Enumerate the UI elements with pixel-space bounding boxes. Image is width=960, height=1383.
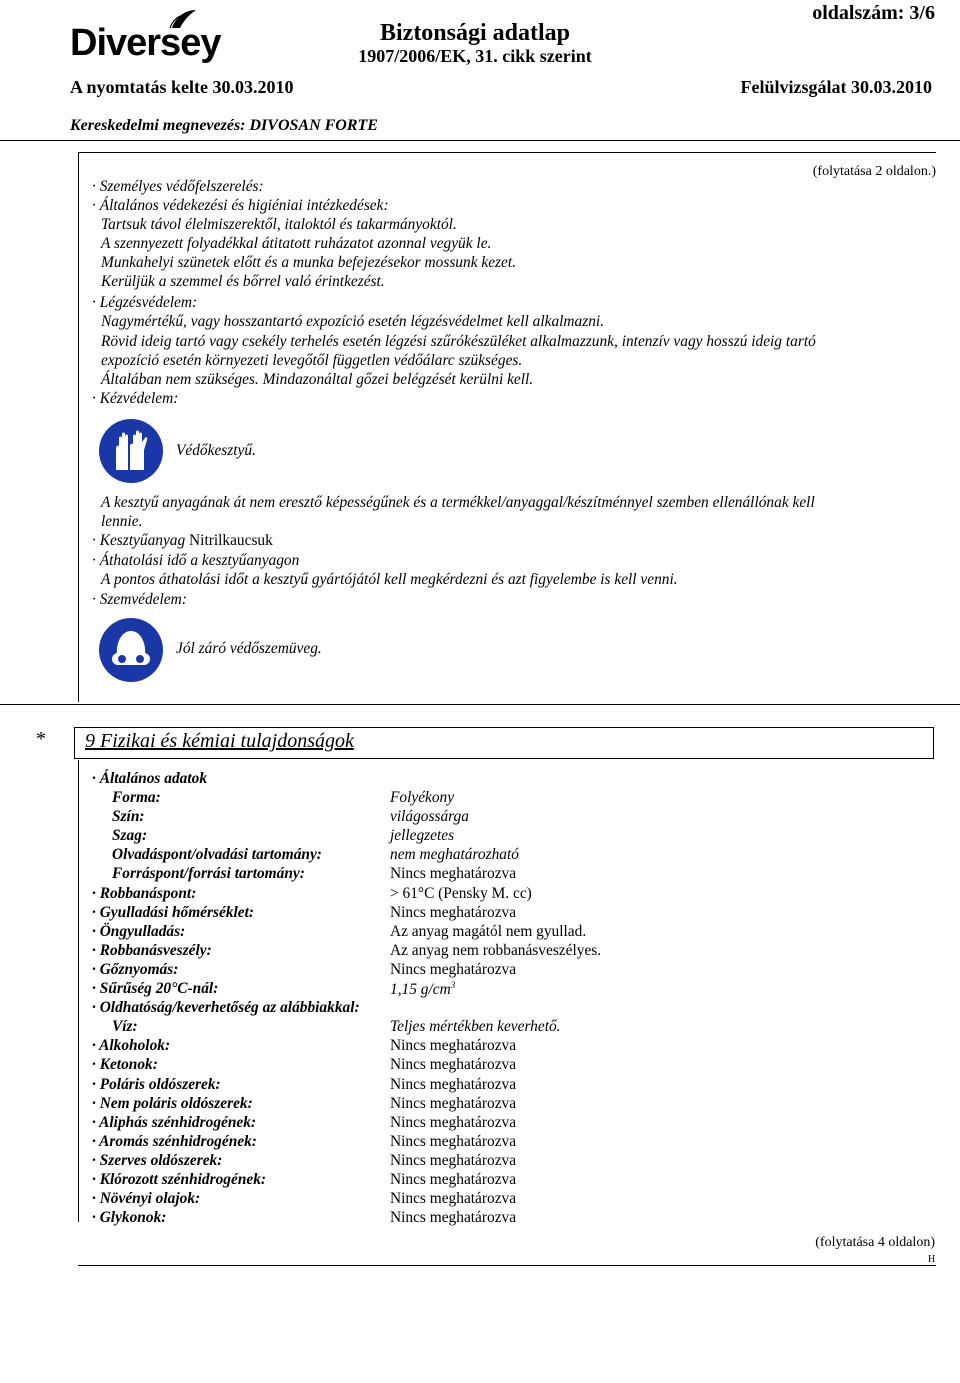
penetration-heading: · Áthatolási idő a kesztyűanyagon <box>92 552 300 569</box>
property-value <box>390 923 586 941</box>
property-label: · Öngyulladás: <box>92 923 186 940</box>
property-value-text: Nincs meghatározva <box>390 1171 517 1188</box>
property-value <box>390 1037 516 1055</box>
property-value <box>390 865 516 883</box>
property-value <box>390 1095 516 1113</box>
glove-requirement-text: A kesztyű anyagának át nem eresztő képességűnek és a termékkel/anyaggal/készítménnyel szemben ellenállónak kell <box>101 494 815 511</box>
property-value-text: > 61°C (Pensky M. cc) <box>390 885 532 902</box>
goggles-icon <box>98 617 164 683</box>
respiratory-text: expozíció esetén környezeti levegőtől független védőálarc szükséges. <box>101 352 523 369</box>
glove-material-label: · Kesztyűanyag <box>92 532 186 549</box>
property-value-text: Nincs meghatározva <box>390 961 517 978</box>
property-value <box>390 1190 516 1208</box>
property-label: · Aromás szénhidrogének: <box>92 1133 257 1150</box>
property-value-text: Teljes mértékben keverhető. <box>390 1018 561 1035</box>
property-value-text: Nincs meghatározva <box>390 1037 517 1054</box>
section-frame-left <box>78 760 79 1222</box>
property-label: · Alkoholok: <box>92 1037 171 1054</box>
property-label: · Növényi olajok: <box>92 1190 201 1207</box>
glove-material-row <box>92 532 273 550</box>
respiratory-heading: · Légzésvédelem: <box>92 294 198 311</box>
property-label: · Glykonok: <box>92 1209 167 1226</box>
leaf-icon <box>168 8 198 30</box>
property-label: · Aliphás szénhidrogének: <box>92 1114 257 1131</box>
property-value <box>390 827 454 845</box>
property-value-text: Nincs meghatározva <box>390 904 517 921</box>
goggles-label: Jól záró védőszemüveg. <box>176 640 322 657</box>
section-9-header <box>74 727 934 759</box>
section-9-title: 9 Fizikai és kémiai tulajdonságok <box>85 730 354 752</box>
property-value <box>390 961 516 979</box>
property-value-text: 1,15 g/cm <box>390 981 451 999</box>
diversey-logo <box>70 8 220 70</box>
property-label: Szag: <box>112 827 148 844</box>
property-label: · Klórozott szénhidrogének: <box>92 1171 267 1188</box>
property-value-text: Nincs meghatározva <box>390 1152 517 1169</box>
property-value <box>390 1056 516 1074</box>
gloves-label: Védőkesztyű. <box>176 442 256 459</box>
property-label: Forma: <box>112 789 161 806</box>
property-value <box>390 1209 516 1227</box>
property-label: · Poláris oldószerek: <box>92 1076 221 1093</box>
property-value-text: Az anyag magától nem gyullad. <box>390 923 587 940</box>
eye-protection-heading: · Szemvédelem: <box>92 591 187 608</box>
section-frame-top <box>78 152 936 153</box>
property-value <box>390 808 469 826</box>
unit-superscript: 3 <box>450 980 456 990</box>
logo-text: Diversey <box>70 22 221 64</box>
property-value-text: Nincs meghatározva <box>390 1133 517 1150</box>
property-value-text: Az anyag nem robbanásveszélyes. <box>390 942 602 959</box>
property-value-text: jellegzetes <box>390 827 455 844</box>
property-label: Víz: <box>112 1018 138 1035</box>
property-label: · Gőznyomás: <box>92 961 179 978</box>
property-value <box>390 846 519 864</box>
penetration-text: A pontos áthatolási időt a kesztyű gyártójától kell megkérdezni és azt figyelembe is kell venni. <box>101 571 678 588</box>
hand-protection-heading: · Kézvédelem: <box>92 390 179 407</box>
glove-material-value: Nitrilkaucsuk <box>189 532 273 549</box>
section-frame-left <box>78 152 79 702</box>
trade-name: Kereskedelmi megnevezés: DIVOSAN FORTE <box>70 117 378 134</box>
property-value-text: Nincs meghatározva <box>390 1114 517 1131</box>
property-value-text: Folyékony <box>390 789 455 806</box>
glove-requirement-text: lennie. <box>101 513 143 530</box>
general-measure-line: Tartsuk távol élelmiszerektől, italoktól és takarmányoktól. <box>101 216 457 233</box>
property-value-text: Nincs meghatározva <box>390 1056 517 1073</box>
header-divider <box>0 140 960 141</box>
property-label: · Ketonok: <box>92 1056 158 1073</box>
respiratory-text: Általában nem szükséges. Mindazonáltal gőzei belégzését kerülni kell. <box>101 371 534 388</box>
property-value <box>390 885 532 903</box>
property-value-text: világossárga <box>390 808 469 825</box>
property-label: · Sűrűség 20°C-nál: <box>92 980 219 997</box>
property-label: · Gyulladási hőmérséklet: <box>92 904 255 921</box>
continued-from-note: (folytatása 2 oldalon.) <box>812 164 936 179</box>
respiratory-text: Nagymértékű, vagy hosszantartó expozíció esetén légzésvédelmet kell alkalmazni. <box>101 313 605 330</box>
property-value-text: Nincs meghatározva <box>390 1209 517 1226</box>
general-measure-line: A szennyezett folyadékkal átitatott ruházatot azonnal vegyük le. <box>101 235 492 252</box>
property-label: Szín: <box>112 808 145 825</box>
document-title: Biztonsági adatlap <box>379 20 571 46</box>
property-label: · Szerves oldószerek: <box>92 1152 223 1169</box>
ppe-heading: · Személyes védőfelszerelés: <box>92 178 264 195</box>
general-data-heading: · Általános adatok <box>92 770 208 787</box>
property-value-text: Nincs meghatározva <box>390 1190 517 1207</box>
property-value <box>390 1171 516 1189</box>
continued-to-note: (folytatása 4 oldalon) <box>815 1235 935 1250</box>
property-value-text: nem meghatározható <box>390 846 519 863</box>
general-measure-line: Kerüljük a szemmel és bőrrel való érintkezést. <box>101 273 385 290</box>
change-marker: * <box>36 728 46 750</box>
general-measures-heading: · Általános védekezési és higiéniai intézkedések: <box>92 197 389 214</box>
general-measure-line: Munkahelyi szünetek előtt és a munka befejezésekor mossunk kezet. <box>101 254 516 271</box>
footer-divider <box>78 1265 936 1266</box>
property-label: Forráspont/forrási tartomány: <box>112 865 305 882</box>
property-value-text: Nincs meghatározva <box>390 1095 517 1112</box>
property-label: · Nem poláris oldószerek: <box>92 1095 253 1112</box>
property-value <box>390 1114 516 1132</box>
property-value <box>390 942 601 960</box>
gloves-icon <box>98 418 164 484</box>
property-label: · Oldhatóság/keverhetőség az alábbiakkal: <box>92 999 360 1016</box>
property-value <box>390 904 516 922</box>
property-value <box>390 1018 561 1036</box>
property-label: · Robbanásveszély: <box>92 942 212 959</box>
regulation-reference: 1907/2006/EK, 31. cikk szerint <box>358 46 592 66</box>
page-number: oldalszám: 3/6 <box>812 2 935 24</box>
property-value <box>390 789 454 807</box>
property-label: Olvadáspont/olvadási tartomány: <box>112 846 322 863</box>
property-value <box>390 1133 516 1151</box>
property-label: · Robbanáspont: <box>92 885 197 902</box>
respiratory-text: Rövid ideig tartó vagy csekély terhelés esetén légzési szűrókészüléket alkalmazzunk, intenzív vagy hosszú ideig tartó <box>101 333 816 350</box>
property-value <box>390 980 455 999</box>
property-value <box>390 1076 516 1094</box>
property-value-text: Nincs meghatározva <box>390 1076 517 1093</box>
property-value <box>390 1152 516 1170</box>
print-date: A nyomtatás kelte 30.03.2010 <box>70 77 294 97</box>
section-divider <box>0 704 960 705</box>
footer-mark: H <box>928 1254 936 1265</box>
property-value-text: Nincs meghatározva <box>390 865 517 882</box>
revision-date: Felülvizsgálat 30.03.2010 <box>740 77 932 97</box>
